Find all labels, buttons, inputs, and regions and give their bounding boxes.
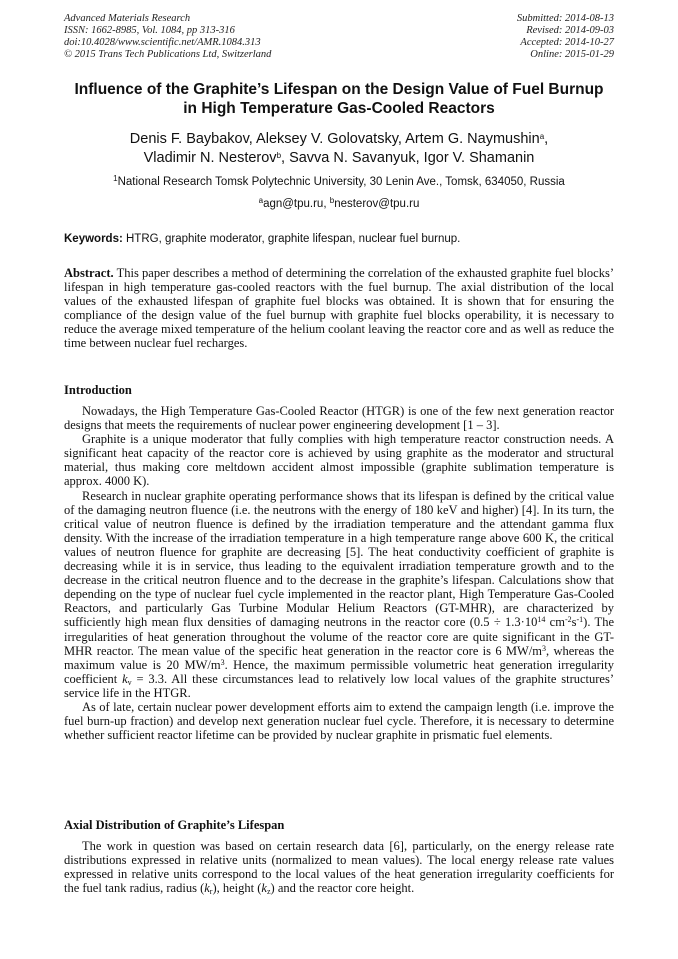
accepted-date: Accepted: 2014-10-27 [520, 37, 614, 48]
intro-p3-part-a: Research in nuclear graphite operating performance shows that its lifespan is defined by the critical value of the damaging neutron fluence (i.e. the neutrons with the energy of 180 keV and higher) [4]. In its turn, the critical value of neutron fluence is defined by the irradiation temperature and the attendant gamma flux density. With the increase of the irradiation temperature in a high temperature range above 600 K, the critical values of neutron fluence for graphite are decreasing [5]. The heat conductivity coefficient of graphite is decreasing while it is in service, thus leading to the equivalent irradiation temperature growth and to the decrease in the critical neutron fluence and to the decrease in the graphite’s lifespan. Calculations show that depending on the type of nuclear fuel cycle implemented in the reactor plant, High Temperature Gas-Cooled Reactors, and particularly Gas Turbine Modular Helium Reactors (GT-MHR), are characterized by sufficiently high mean flux densities of damaging neutrons in the reactor core (0.5 ÷ 1.3·10 [64, 488, 614, 630]
intro-p3-part-c: s [571, 615, 577, 630]
authors-text-1: Denis F. Baybakov, Aleksey V. Golovatsky, Artem G. Naymushin [129, 131, 540, 147]
online-date: Online: 2015-01-29 [530, 49, 614, 60]
intro-p3-sup-5: 3 [220, 657, 225, 667]
publication-info [64, 13, 271, 61]
affiliation-sup: 1 [113, 174, 118, 183]
intro-p3-part-e: , whereas the maximum value is 20 MW/m [64, 643, 614, 672]
authors-text-2: Vladimir N. Nesterov [143, 150, 277, 166]
axial-kr-subscript: r [209, 887, 213, 897]
paper-title [40, 80, 638, 118]
affiliation [40, 175, 638, 189]
intro-paragraph-1: Nowadays, the High Temperature Gas-Cooled Reactor (HTGR) is one of the few next generation reactor designs that meets the requirements of nuclear power engineering development [1 – 3]. [64, 404, 614, 433]
intro-p3-kv-symbol: k [122, 671, 128, 686]
email-sup-b: b [329, 196, 335, 205]
author-emails: $^a$agn@tpu.ru, $^b$nesterov@tpu.ru [258, 196, 420, 210]
submitted-date: Submitted: 2014-08-13 [516, 13, 614, 24]
axial-p1-part-c: ) and the reactor core height. [270, 881, 415, 896]
axial-body [64, 839, 614, 895]
copyright-line: © 2015 Trans Tech Publications Ltd, Switzerland [64, 49, 272, 60]
intro-p3-kv-subscript: v [127, 677, 132, 687]
introduction-heading: Introduction [64, 383, 132, 397]
intro-p3-sup-2: -2 [564, 615, 572, 625]
title-line-1: Influence of the Graphite’s Lifespan on the Design Value of Fuel Burnup [74, 81, 604, 98]
revised-date: Revised: 2014-09-03 [526, 25, 614, 36]
introduction-body [64, 404, 614, 742]
author-list [40, 130, 638, 168]
intro-paragraph-2: Graphite is a unique moderator that fully complies with high temperature reactor construction needs. A significant heat capacity of the reactor core is achieved by using graphite as the moderator and structural material, thus making core meltdown accident almost impossible (graphite sublimation temperature is approx. 4000 K). [64, 432, 614, 489]
abstract-label: Abstract. [64, 266, 114, 280]
keywords-text: HTRG, graphite moderator, graphite lifespan, nuclear fuel burnup. [126, 233, 461, 245]
abstract-text: This paper describes a method of determining the correlation of the exhausted graphite fuel blocks’ lifespan in high temperature gas-cooled reactors with the fuel burnup. The axial distribution of the local values of the exhausted lifespan of graphite fuel blocks was obtained. It is shown that for ensuring the compliance of the design value of the fuel burnup with graphite fuel blocks operability, it is necessary to reduce the average mixed temperature of the helium coolant leaving the reactor core and as well as reduce the time between nuclear fuel recharges. [64, 266, 615, 351]
authors-text-3: , Savva N. Savanyuk, Igor V. Shamanin [281, 150, 535, 166]
publication-dates [517, 13, 614, 61]
affiliation-text: National Research Tomsk Polytechnic University, 30 Lenin Ave., Tomsk, 634050, Russia [117, 176, 565, 188]
email-link-b[interactable]: nesterov@tpu.ru [334, 198, 420, 210]
intro-p3-part-g: = 3.3. All these circumstances lead to relatively low local values of the graphite structures’ service life in the HTGR. [64, 671, 614, 700]
author-sup-a: a [539, 132, 545, 141]
authors-line-1: Denis F. Baybakov, Aleksey V. Golovatsky, Artem G. Naymushin$^a$, [129, 131, 549, 147]
authors-line-2 [40, 149, 638, 168]
doi-line: doi:10.4028/www.scientific.net/AMR.1084.313 [64, 37, 261, 48]
intro-p3-part-f: . Hence, the maximum permissible volumetric heat generation irregularity coefficient [64, 657, 614, 686]
axial-kz-subscript: z [266, 887, 271, 897]
keywords-label: Keywords: [64, 233, 123, 245]
axial-heading: Axial Distribution of Graphite’s Lifespan [64, 818, 285, 832]
intro-p3-sup-3: -1 [576, 615, 584, 625]
intro-paragraph-4: As of late, certain nuclear power development efforts aim to extend the campaign length (i.e. improve the fuel burn-up fraction) and develop next generation nuclear fuel cycle. Therefore, it is necessary to determine whether sufficient reactor lifetime can be provided by nuclear graphite in prismatic fuel elements. [64, 699, 614, 743]
issn-line: ISSN: 1662-8985, Vol. 1084, pp 313-316 [64, 25, 235, 36]
journal-name: Advanced Materials Research [64, 13, 191, 24]
axial-kz-symbol: k [261, 881, 267, 896]
intro-p3-sup-4: 3 [542, 643, 547, 653]
axial-kr-symbol: k [204, 881, 210, 896]
intro-p3-part-d: ). The irregularities of heat generation throughout the volume of the reactor core are quite significant in the GT-MHR reactor. The mean value of the specific heat generation in the reactor core is 6 MW/m [64, 615, 614, 658]
intro-p3-sup-1: 14 [537, 615, 546, 625]
author-sup-b: b [276, 151, 282, 160]
intro-p3-part-b: cm [545, 615, 565, 630]
axial-p1-part-b: ), height ( [212, 881, 262, 896]
axial-paragraph-1 [64, 839, 614, 895]
title-line-2: in High Temperature Gas-Cooled Reactors [183, 100, 495, 117]
keywords [64, 232, 616, 246]
axial-p1-part-a: The work in question was based on certain research data [6], particularly, on the energy release rate distributions expressed in relative units (normalized to mean values). The local energy release rate values expressed in relative units correspond to the local values of the heat generation irregularity coefficients for the fuel tank radius, radius ( [64, 839, 614, 896]
email-link-a[interactable]: agn@tpu.ru [263, 198, 324, 210]
intro-paragraph-3 [64, 489, 614, 700]
abstract [64, 266, 614, 351]
email-sup-a: a [258, 196, 264, 205]
